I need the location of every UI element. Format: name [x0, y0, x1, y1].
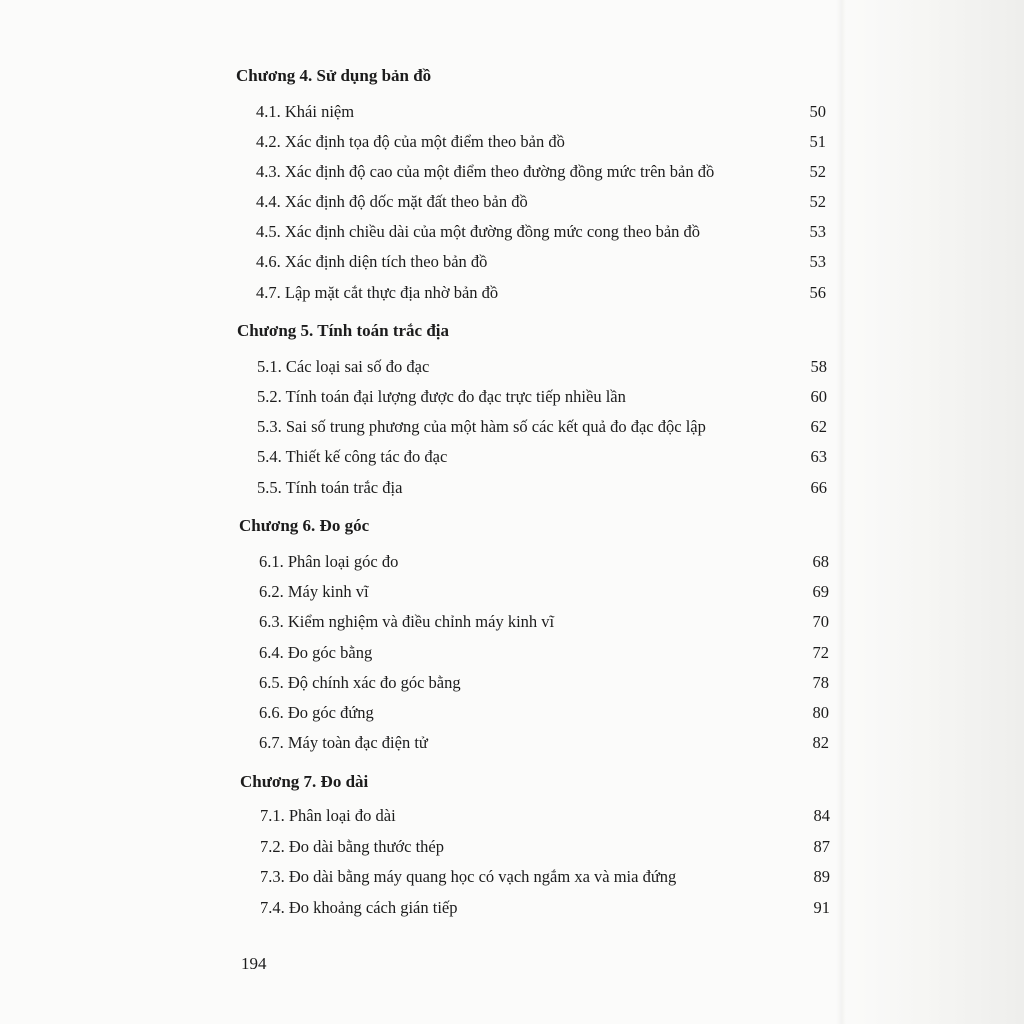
toc-entry-page: 82 — [812, 733, 829, 752]
toc-entry-label: 5.5. Tính toán trắc địa — [257, 478, 403, 497]
toc-entry-label: 4.1. Khái niệm — [256, 102, 355, 121]
toc-entry-label: 5.3. Sai số trung phương của một hàm số các kết quả đo đạc độc lập — [257, 417, 706, 436]
toc-entry-label: 6.5. Độ chính xác đo góc bằng — [259, 673, 461, 692]
toc-entry-page: 72 — [812, 643, 829, 662]
toc-entry-page: 91 — [813, 898, 830, 917]
toc-entry-page: 80 — [812, 703, 829, 722]
toc-entry-label: 4.4. Xác định độ dốc mặt đất theo bản đồ — [256, 192, 528, 211]
toc-entry-page: 89 — [813, 867, 830, 886]
toc-entry-page: 52 — [809, 192, 826, 211]
toc-entry-label: 5.1. Các loại sai số đo đạc — [257, 357, 430, 376]
toc-entry-label: 5.4. Thiết kế công tác đo đạc — [257, 447, 448, 466]
toc-entry-label: 7.3. Đo dài bằng máy quang học có vạch ngắm xa và mia đứng — [260, 867, 677, 886]
toc-entry-page: 69 — [812, 582, 829, 601]
toc-entry-label: 6.6. Đo góc đứng — [259, 703, 374, 722]
toc-entry-page: 58 — [810, 357, 827, 376]
toc-entry-page: 60 — [810, 387, 827, 406]
chapter-heading-7: Chương 7. Đo dài — [240, 772, 369, 791]
toc-entry-page: 78 — [812, 673, 829, 692]
toc-entry-page: 51 — [809, 132, 826, 151]
page-number: 194 — [241, 954, 267, 973]
chapter-heading-6: Chương 6. Đo góc — [239, 516, 370, 535]
toc-entry-label: 4.5. Xác định chiều dài của một đường đồng mức cong theo bản đồ — [256, 222, 701, 241]
toc-entry-page: 52 — [809, 162, 826, 181]
toc-entry-label: 7.1. Phân loại đo dài — [260, 806, 396, 825]
toc-entry-label: 6.4. Đo góc bằng — [259, 643, 373, 662]
toc-entry-label: 7.4. Đo khoảng cách gián tiếp — [260, 898, 458, 917]
toc-entry-label: 5.2. Tính toán đại lượng được đo đạc trực tiếp nhiều lần — [257, 387, 626, 406]
toc-entry-page: 66 — [810, 478, 827, 497]
toc-entry-page: 87 — [813, 837, 830, 856]
toc-entry-page: 84 — [813, 806, 830, 825]
toc-entry-page: 56 — [809, 283, 826, 302]
toc-entry-page: 53 — [809, 222, 826, 241]
toc-entry-label: 6.1. Phân loại góc đo — [259, 552, 399, 571]
toc-entry-page: 63 — [810, 447, 827, 466]
toc-entry-page: 53 — [809, 252, 826, 271]
toc-entry-label: 4.3. Xác định độ cao của một điểm theo đường đồng mức trên bản đồ — [256, 162, 715, 181]
toc-entry-label: 4.2. Xác định tọa độ của một điểm theo bản đồ — [256, 132, 565, 151]
toc-entry-page: 50 — [809, 102, 826, 121]
toc-entry-label: 6.2. Máy kinh vĩ — [259, 582, 369, 601]
toc-entry-label: 6.7. Máy toàn đạc điện tử — [259, 733, 428, 752]
toc-entry-label: 4.6. Xác định diện tích theo bản đồ — [256, 252, 488, 271]
toc-entry-label: 6.3. Kiểm nghiệm và điều chỉnh máy kinh vĩ — [259, 612, 555, 631]
toc-entry-page: 62 — [810, 417, 827, 436]
toc-entry-label: 4.7. Lập mặt cắt thực địa nhờ bản đồ — [256, 283, 499, 302]
chapter-heading-5: Chương 5. Tính toán trắc địa — [237, 321, 450, 340]
toc-entry-page: 70 — [812, 612, 829, 631]
toc-entry-page: 68 — [812, 552, 829, 571]
toc-entry-label: 7.2. Đo dài bằng thước thép — [260, 837, 445, 856]
chapter-heading-4: Chương 4. Sử dụng bản đồ — [236, 66, 432, 85]
